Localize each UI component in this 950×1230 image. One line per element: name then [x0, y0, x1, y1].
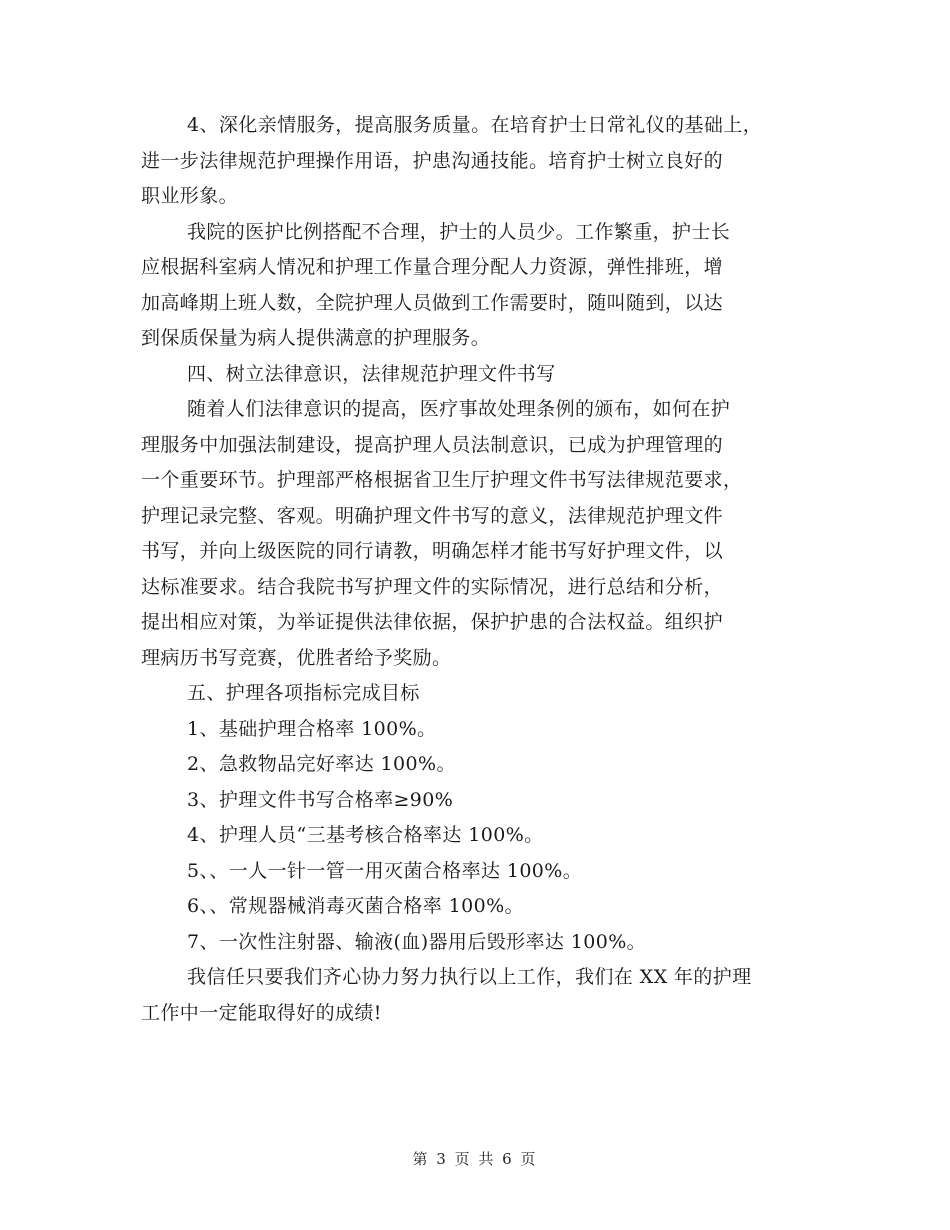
text-line: 进一步法律规范护理操作用语，护患沟通技能。培育护士树立良好的 [141, 149, 724, 172]
text-line: 工作中一定能取得好的成绩! [141, 1001, 382, 1024]
document-body [141, 108, 821, 1031]
text-line: 到保质保量为病人提供满意的护理服务。 [141, 327, 491, 349]
text-line: 应根据科室病人情况和护理工作量合理分配人力资源，弹性排班，增 [141, 256, 724, 278]
text-line: 7、一次性注射器、输液(血)器用后毁形率达 100%。 [187, 930, 647, 953]
text-line: 我信任只要我们齐心协力努力执行以上工作，我们在 XX 年的护理 [187, 966, 752, 988]
text-line: 理病历书写竞赛，优胜者给予奖励。 [141, 646, 452, 669]
text-line: 1、基础护理合格率 100%。 [187, 717, 437, 740]
text-line: 5、、一人一针一管一用灭菌合格率达 100%。 [187, 859, 583, 882]
text-line: 随着人们法律意识的提高，医疗事故处理条例的颁布，如何在护 [187, 398, 731, 420]
text-line: 4、深化亲情服务，提高服务质量。在培育护士日常礼仪的基础上， [187, 114, 763, 136]
text-line: 理服务中加强法制建设，提高护理人员法制意识，已成为护理管理的 [141, 433, 724, 456]
text-line: 五、护理各项指标完成目标 [187, 682, 420, 704]
text-line: 4、护理人员“三基考核合格率达 100%。 [187, 824, 544, 846]
text-line: 提出相应对策，为举证提供法律依据，保护护患的合法权益。组织护 [141, 611, 724, 633]
text-line: 书写，并向上级医院的同行请教，明确怎样才能书写好护理文件，以 [141, 540, 724, 562]
text-line: 四、树立法律意识，法律规范护理文件书写 [187, 362, 556, 385]
text-line: 2、急救物品完好率达 100%。 [187, 753, 456, 775]
text-line: 我院的医护比例搭配不合理，护士的人员少。工作繁重，护士长 [187, 220, 731, 243]
text-line: 护理记录完整、客观。明确护理文件书写的意义，法律规范护理文件 [141, 504, 724, 527]
text-line: 6、、常规器械消毒灭菌合格率 100%。 [187, 895, 524, 917]
page-number-footer: 第 3 页 共 6 页 [412, 1150, 538, 1168]
text-line: 达标准要求。结合我院书写护理文件的实际情况，进行总结和分析， [141, 575, 724, 598]
text-line: 职业形象。 [141, 185, 239, 207]
text-line: 3、护理文件书写合格率≥90% [187, 788, 454, 811]
text-line: 一个重要环节。护理部严格根据省卫生厅护理文件书写法律规范要求， [141, 469, 743, 491]
text-line: 加高峰期上班人数，全院护理人员做到工作需要时，随叫随到，以达 [141, 291, 724, 314]
